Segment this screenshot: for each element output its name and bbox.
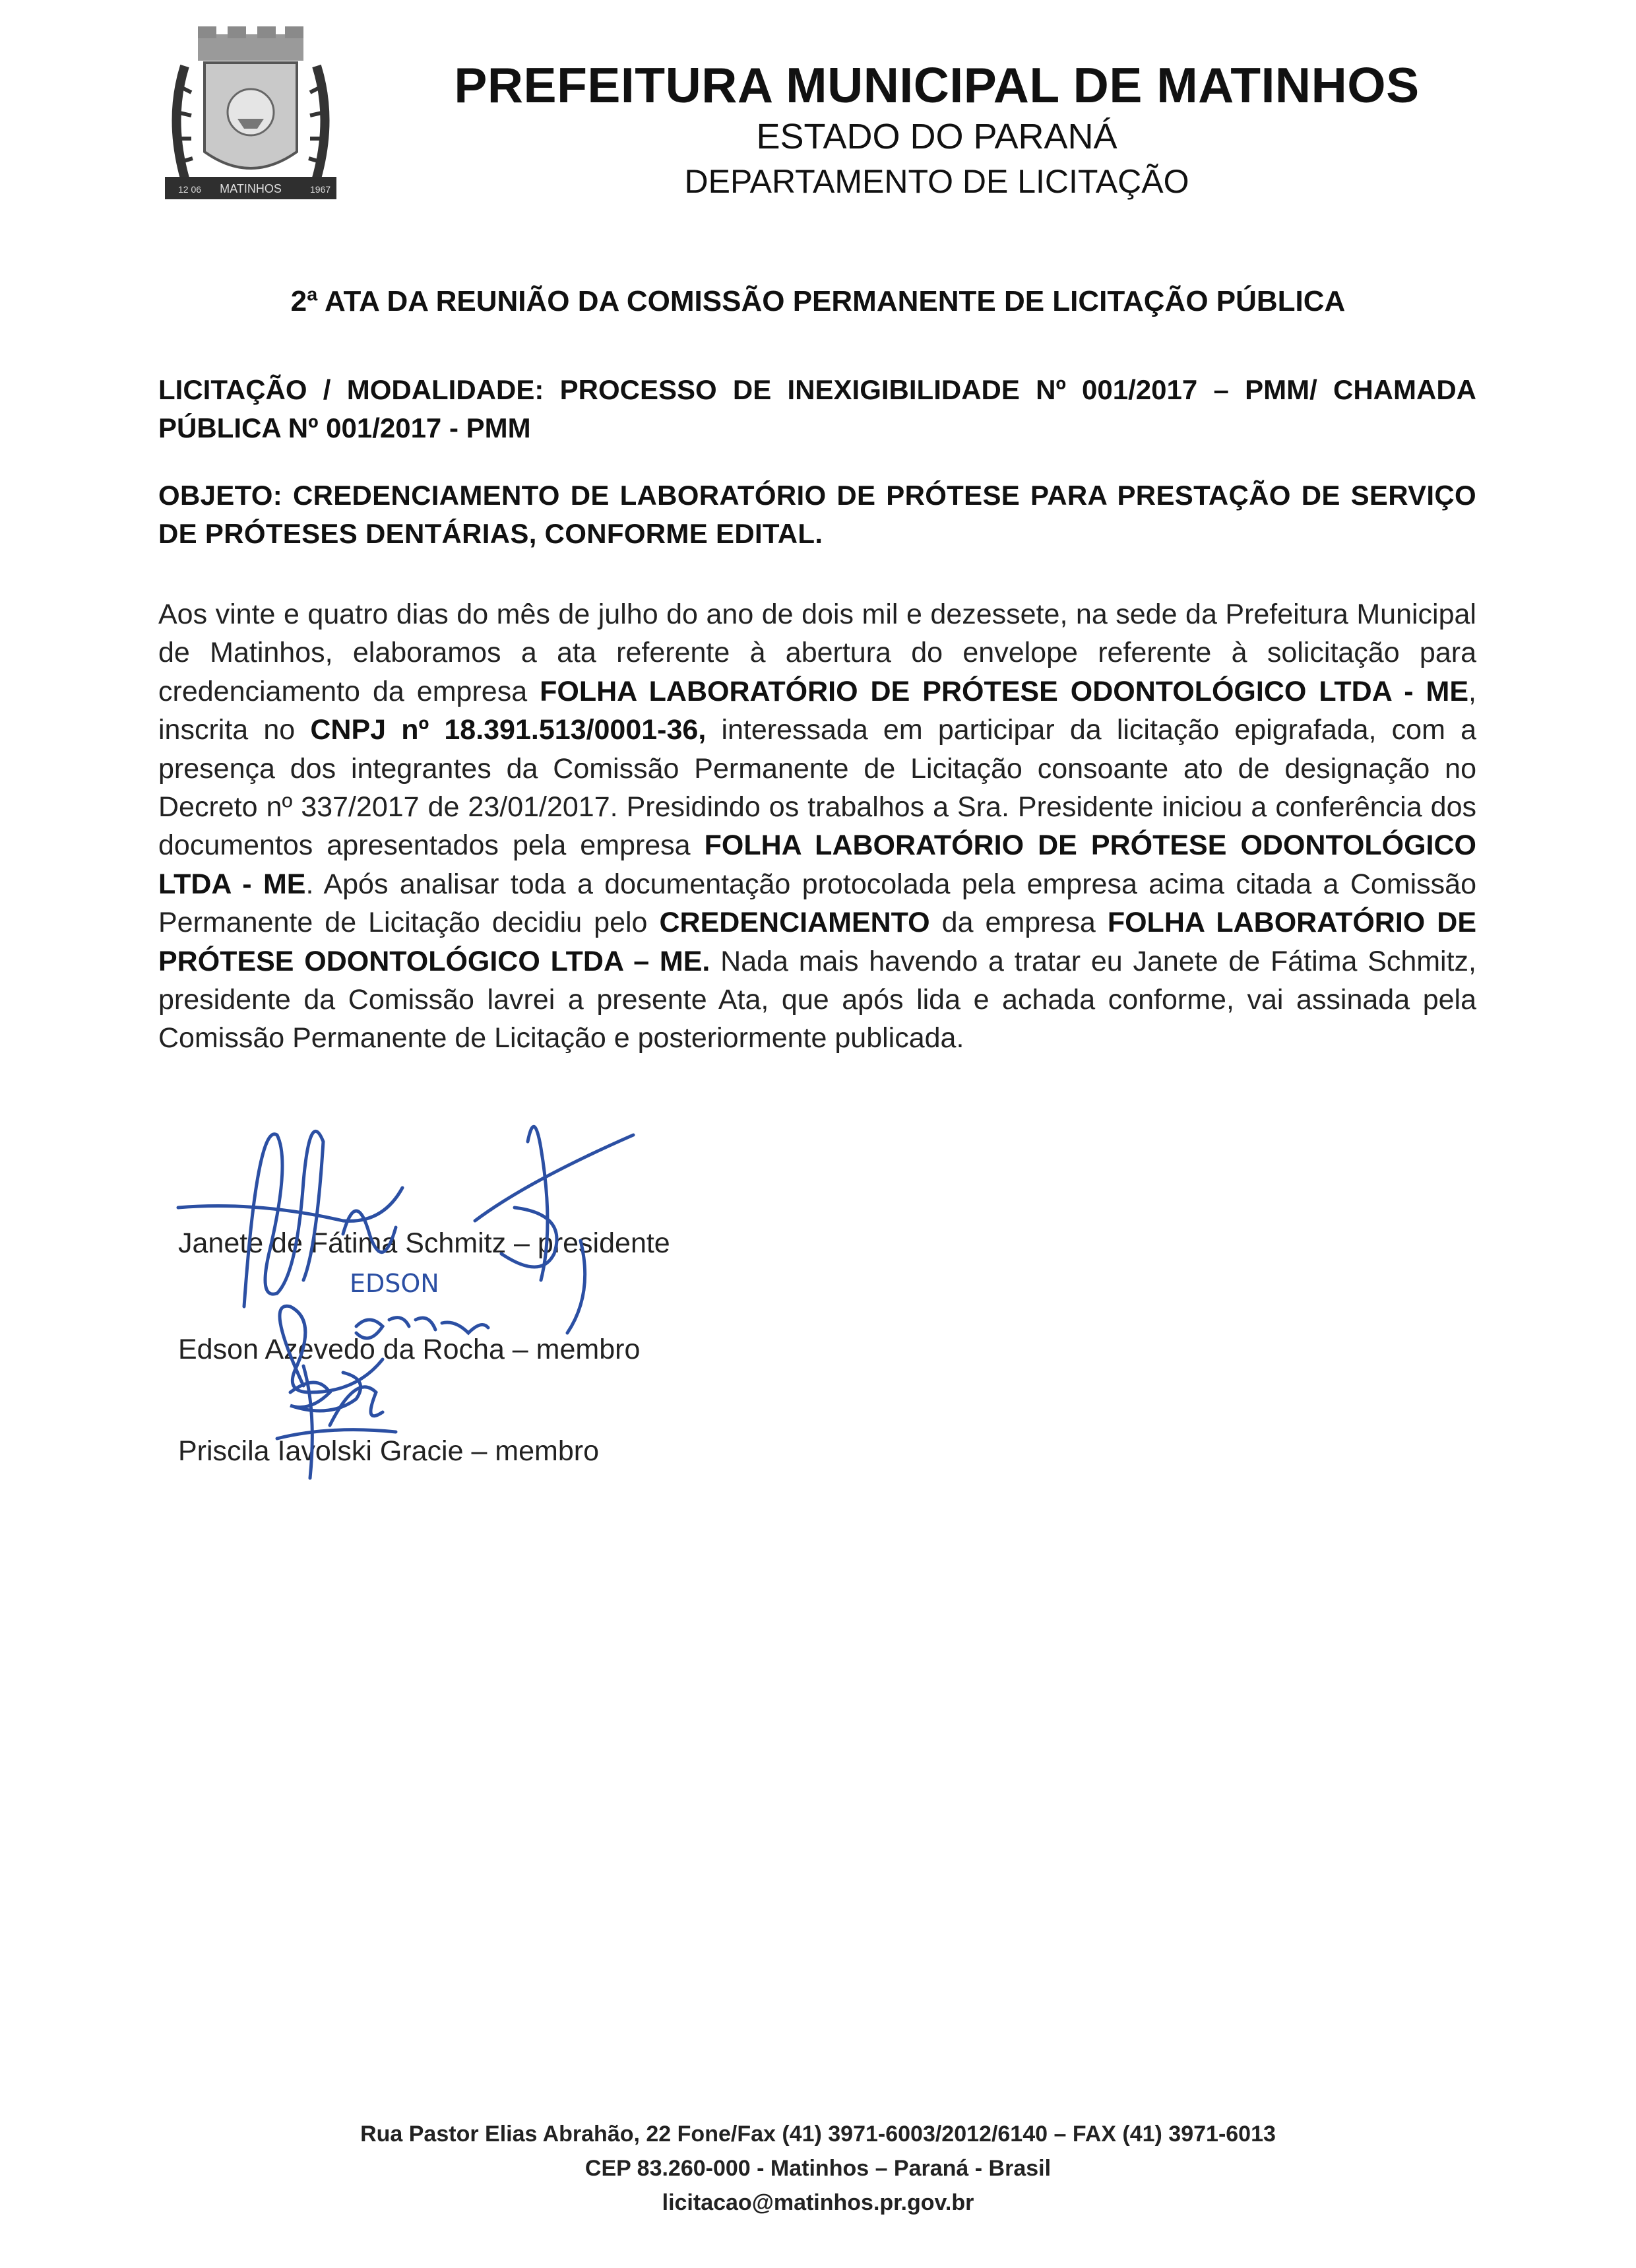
signatory-president: Janete de Fátima Schmitz – presidente bbox=[178, 1227, 670, 1259]
handwritten-signatures bbox=[158, 1082, 752, 1491]
municipal-crest-logo bbox=[158, 26, 343, 208]
document-title: 2ª ATA DA REUNIÃO DA COMISSÃO PERMANENTE DE LICITAÇÃO PÚBLICA bbox=[290, 285, 1346, 317]
footer-address: Rua Pastor Elias Abrahão, 22 Fone/Fax (41) 3971-6003/2012/6140 – FAX (41) 3971-6013 bbox=[360, 2122, 1276, 2147]
signatory-member-1: Edson Azevedo da Rocha – membro bbox=[178, 1334, 641, 1365]
svg-text:MATINHOS: MATINHOS bbox=[220, 182, 282, 195]
state-subtitle: ESTADO DO PARANÁ bbox=[756, 117, 1117, 156]
municipality-title: PREFEITURA MUNICIPAL DE MATINHOS bbox=[454, 57, 1420, 113]
handwritten-initial: EDSON bbox=[350, 1269, 439, 1298]
footer-cep: CEP 83.260-000 - Matinhos – Paraná - Brasil bbox=[584, 2156, 1052, 2181]
footer-email: licitacao@matinhos.pr.gov.br bbox=[662, 2190, 974, 2215]
cnpj: CNPJ nº 18.391.513/0001-36, bbox=[310, 714, 707, 746]
licitacao-modality: LICITAÇÃO / MODALIDADE: PROCESSO DE INEXIGIBILIDADE Nº 001/2017 – PMM/ CHAMADA PÚBLICA Nº 001/2017 - PMM bbox=[158, 374, 1476, 443]
page-footer bbox=[158, 2117, 1478, 2220]
decision: CREDENCIAMENTO bbox=[659, 907, 930, 939]
object-statement: OBJETO: CREDENCIAMENTO DE LABORATÓRIO DE PRÓTESE PARA PRESTAÇÃO DE SERVIÇO DE PRÓTESES DENTÁRIAS, CONFORME EDITAL. bbox=[158, 480, 1476, 549]
signatory-member-2: Priscila Iavolski Gracie – membro bbox=[178, 1435, 600, 1467]
department-subtitle: DEPARTAMENTO DE LICITAÇÃO bbox=[684, 163, 1189, 200]
company-name: FOLHA LABORATÓRIO DE PRÓTESE ODONTOLÓGICO LTDA – ME. bbox=[158, 907, 1477, 977]
svg-text:1967: 1967 bbox=[310, 184, 331, 195]
minutes-body: Aos vinte e quatro dias do mês de julho do ano de dois mil e dezessete, na sede da Prefeitura Municipal de Matinhos, elaboramos a ata referente à abertura do envelope referente à solicitação para credenciamento da empresa FOLHA LABORATÓRIO DE PRÓTESE ODONTOLÓGICO LTDA - ME, inscrita no CNPJ nº 18.391.513/0001-36, interessada em participar da licitação epigrafada, com a presença dos integrantes da Comissão Permanente de Licitação consoante ato de designação no Decreto nº 337/2017 de 23/01/2017. Presidindo os trabalhos a Sra. Presidente iniciou a conferência dos documentos apresentados pela empresa FOLHA LABORATÓRIO DE PRÓTESE ODONTOLÓGICO LTDA - ME. Após analisar toda a documentação protocolada pela empresa acima citada a Comissão Permanente de Licitação decidiu pelo CREDENCIAMENTO da empresa FOLHA LABORATÓRIO DE PRÓTESE ODONTOLÓGICO LTDA – ME. Nada mais havendo a tratar eu Janete de Fátima Schmitz, presidente da Comissão lavrei a presente Ata, que após lida e achada conforme, vai assinada pela Comissão Permanente de Licitação e posteriormente publicada. bbox=[158, 599, 1477, 1054]
company-name: FOLHA LABORATÓRIO DE PRÓTESE ODONTOLÓGICO LTDA - ME bbox=[158, 829, 1476, 900]
company-name: FOLHA LABORATÓRIO DE PRÓTESE ODONTOLÓGICO LTDA - ME bbox=[540, 675, 1469, 707]
svg-text:12 06: 12 06 bbox=[178, 184, 202, 195]
